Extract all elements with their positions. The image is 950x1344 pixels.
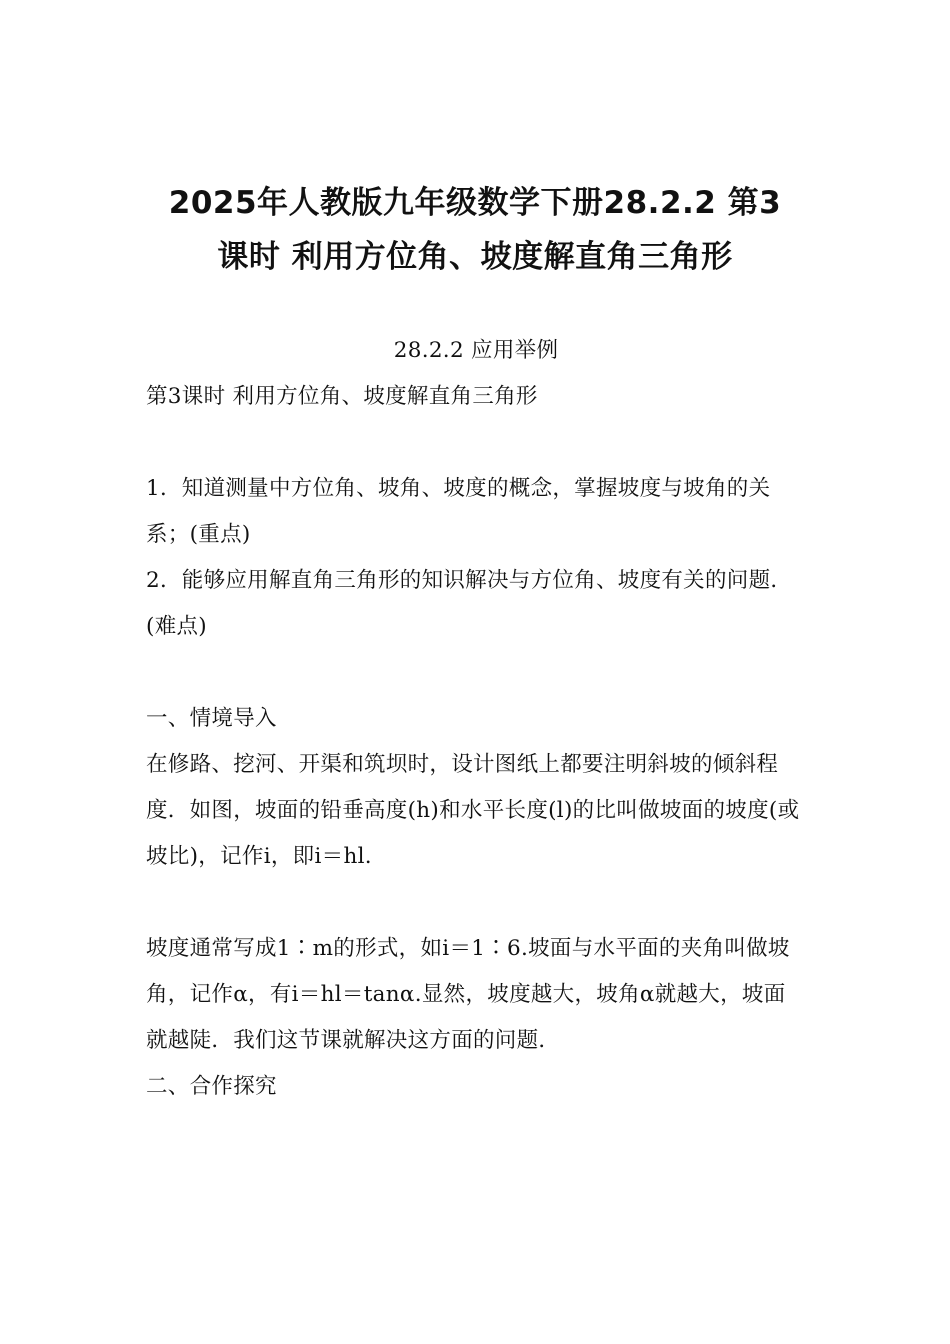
spacer xyxy=(146,880,806,926)
objective-2: 2．能够应用解直角三角形的知识解决与方位角、坡度有关的问题．(难点) xyxy=(146,568,793,639)
document-title-line-1: 2025年人教版九年级数学下册28.2.2 第3 xyxy=(168,185,782,221)
document-title xyxy=(120,176,830,284)
spacer xyxy=(146,420,806,466)
part1-heading: 一、情境导入 xyxy=(146,706,277,731)
spacer xyxy=(146,650,806,696)
part1-paragraph-1: 在修路、挖河、开渠和筑坝时，设计图纸上都要注明斜坡的倾斜程度．如图，坡面的铅垂高度(h)和水平长度(l)的比叫做坡面的坡度(或坡比)，记作i，即i＝hl. xyxy=(146,752,800,869)
part2-heading: 二、合作探究 xyxy=(146,1074,277,1099)
part1-paragraph-2: 坡度通常写成1∶m的形式，如i＝1∶6.坡面与水平面的夹角叫做坡角，记作α，有i＝hl＝tanα.显然，坡度越大，坡角α就越大，坡面就越陡．我们这节课就解决这方面的问题． xyxy=(146,936,790,1053)
document-body xyxy=(146,328,806,1110)
lesson-heading: 第3课时 利用方位角、坡度解直角三角形 xyxy=(146,384,538,409)
section-heading: 28.2.2 应用举例 xyxy=(393,338,559,363)
objective-1: 1．知道测量中方位角、坡角、坡度的概念，掌握坡度与坡角的关系；(重点) xyxy=(146,476,771,547)
document-title-line-2: 课时 利用方位角、坡度解直角三角形 xyxy=(217,239,733,275)
